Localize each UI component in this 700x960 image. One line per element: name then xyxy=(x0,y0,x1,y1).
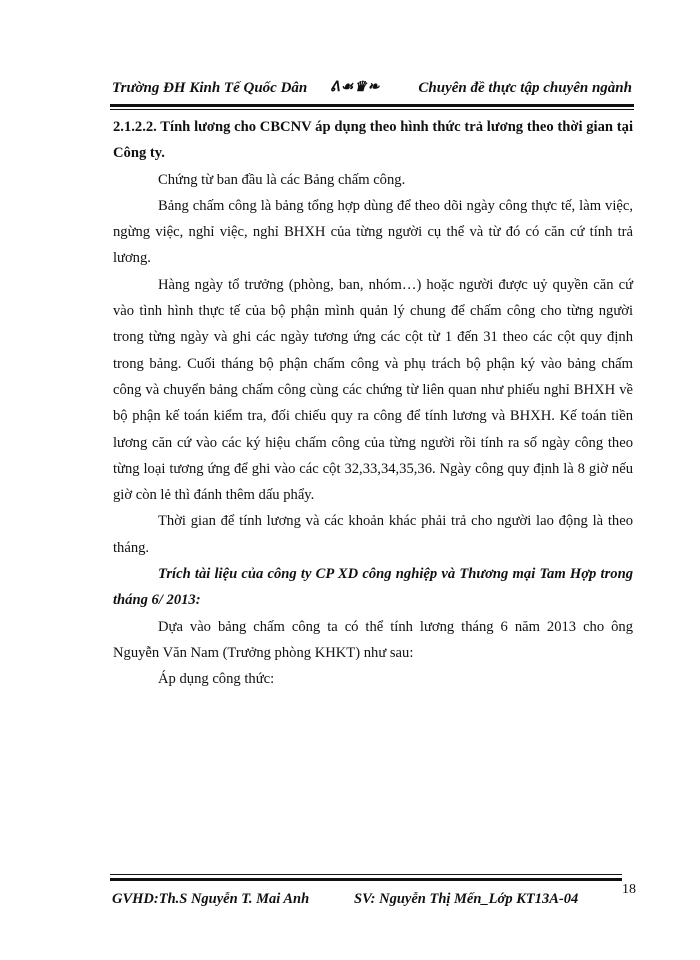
footer-advisor: GVHD:Th.S Nguyễn T. Mai Anh xyxy=(112,891,310,907)
document-excerpt-title: Trích tài liệu của công ty CP XD công nghiệp và Thương mại Tam Hợp trong tháng 6/ 2013: xyxy=(113,566,633,609)
paragraph: Bảng chấm công là bảng tổng hợp dùng để theo dõi ngày công thực tế, làm việc, ngừng việc, nghỉ việc, nghỉ BHXH của từng người cụ thể và từ đó có căn cứ tính trả lương. xyxy=(113,197,633,267)
page-header xyxy=(112,80,632,102)
section-heading: 2.1.2.2. Tính lương cho CBCNV áp dụng theo hình thức trả lương theo thời gian tại Công ty. xyxy=(113,119,633,162)
paragraph: Thời gian để tính lương và các khoản khác phải trả cho người lao động là theo tháng. xyxy=(113,513,633,556)
paragraph: Hàng ngày tổ trưởng (phòng, ban, nhóm…) hoặc người được uỷ quyền căn cứ vào tình hình thực tế của bộ phận mình quản lý chung để chấm công cho từng người trong từng ngày và ghi các ngày tương ứng các cột từ 1 đến 31 theo các cột quy định trong bảng. Cuối tháng bộ phận chấm công và phụ trách bộ phận ký vào bảng chấm công và chuyển bảng chấm công cùng các chứng từ liên quan như phiếu nghỉ BHXH về bộ phận kế toán kiểm tra, đối chiếu quy ra công để tính lương và BHXH. Kế toán tiền lương căn cứ vào các ký hiệu chấm công của từng người rồi tính ra số ngày công theo từng loại tương ứng để ghi vào các cột 32,33,34,35,36. Ngày công quy định là 8 giờ nếu giờ còn lẻ thì đánh thêm dấu phẩy. xyxy=(113,276,633,504)
footer-student: SV: Nguyễn Thị Mến_Lớp KT13A-04 xyxy=(354,891,579,907)
header-ornament-icon: ᕕ☙♛❧ xyxy=(330,80,381,95)
header-topic: Chuyên đề thực tập chuyên ngành xyxy=(418,80,632,96)
paragraph: Áp dụng công thức: xyxy=(158,671,275,688)
paragraph: Chứng từ ban đầu là các Bảng chấm công. xyxy=(158,171,406,188)
footer-rule-thin xyxy=(110,874,622,875)
paragraph: Dựa vào bảng chấm công ta có thể tính lương tháng 6 năm 2013 cho ông Nguyễn Văn Nam (Trưởng phòng KHKT) như sau: xyxy=(113,618,633,661)
header-rule-thin xyxy=(110,109,634,110)
page-number: 18 xyxy=(622,882,636,897)
header-school: Trường ĐH Kinh Tế Quốc Dân xyxy=(112,80,308,96)
page-body xyxy=(113,114,633,693)
footer-rule xyxy=(110,878,622,881)
header-rule xyxy=(110,104,634,107)
